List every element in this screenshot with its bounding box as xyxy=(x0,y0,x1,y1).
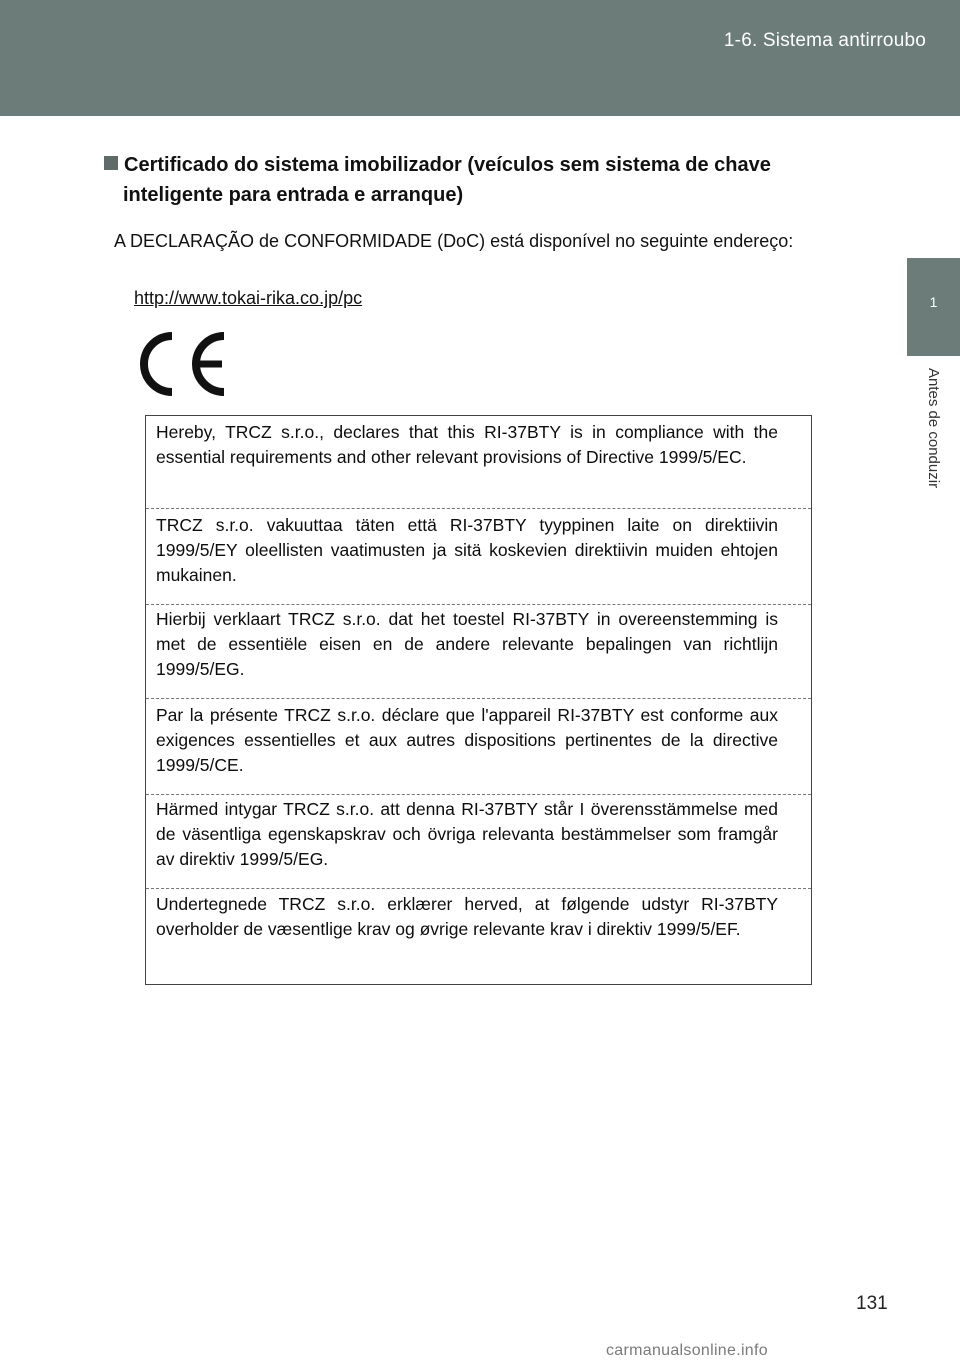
page-header xyxy=(0,0,960,116)
doc-url-link[interactable]: http://www.tokai-rika.co.jp/pc xyxy=(134,288,363,308)
declaration-finnish: TRCZ s.r.o. vakuuttaa täten että RI-37BTY tyyppinen laite on direktiivin 1999/5/EY oleellisten vaatimusten ja sitä koskevien direktiivin muiden ehtojen mukainen. xyxy=(156,515,778,585)
intro-paragraph: A DECLARAÇÃO de CONFORMIDADE (DoC) está disponível no seguinte endereço: xyxy=(114,231,794,251)
chapter-number: 1 xyxy=(929,294,938,310)
declaration-french: Par la présente TRCZ s.r.o. déclare que l'appareil RI-37BTY est conforme aux exigences essentielles et aux autres dispositions pertinentes de la directive 1999/5/CE. xyxy=(156,705,778,775)
heading-line-2: inteligente para entrada e arranque) xyxy=(123,184,464,206)
section-heading xyxy=(104,150,856,210)
separator xyxy=(146,698,811,699)
separator xyxy=(146,604,811,605)
declaration-english: Hereby, TRCZ s.r.o., declares that this RI-37BTY is in compliance with the essential requirements and other relevant provisions of Directive 1999/5/EC. xyxy=(156,422,778,467)
section-title: 1-6. Sistema antirroubo xyxy=(723,30,926,51)
sidebar-rail xyxy=(907,116,960,258)
separator xyxy=(146,794,811,795)
chapter-title-tab xyxy=(907,356,960,546)
square-bullet-icon xyxy=(104,156,118,170)
watermark: carmanualsonline.info xyxy=(606,1342,768,1359)
page-number: 131 xyxy=(856,1293,888,1314)
separator xyxy=(146,508,811,509)
heading-line-1: Certificado do sistema imobilizador (veículos sem sistema de chave xyxy=(124,154,771,176)
ce-mark-icon xyxy=(136,330,228,398)
chapter-tab xyxy=(907,258,960,356)
declaration-dutch: Hierbij verklaart TRCZ s.r.o. dat het toestel RI-37BTY in overeenstemming is met de essentiële eisen en de andere relevante bepalingen van richtlijn 1999/5/EG. xyxy=(156,609,778,679)
declaration-swedish: Härmed intygar TRCZ s.r.o. att denna RI-37BTY står I överensstämmelse med de väsentliga egenskapskrav och övriga relevanta bestämmelser som framgår av direktiv 1999/5/EG. xyxy=(156,799,778,869)
declaration-danish: Undertegnede TRCZ s.r.o. erklærer herved, at følgende udstyr RI-37BTY overholder de væsentlige krav og øvrige relevante krav i direktiv 1999/5/EF. xyxy=(156,894,778,939)
separator xyxy=(146,888,811,889)
chapter-title: Antes de conduzir xyxy=(925,368,942,489)
declarations-table xyxy=(145,415,812,985)
